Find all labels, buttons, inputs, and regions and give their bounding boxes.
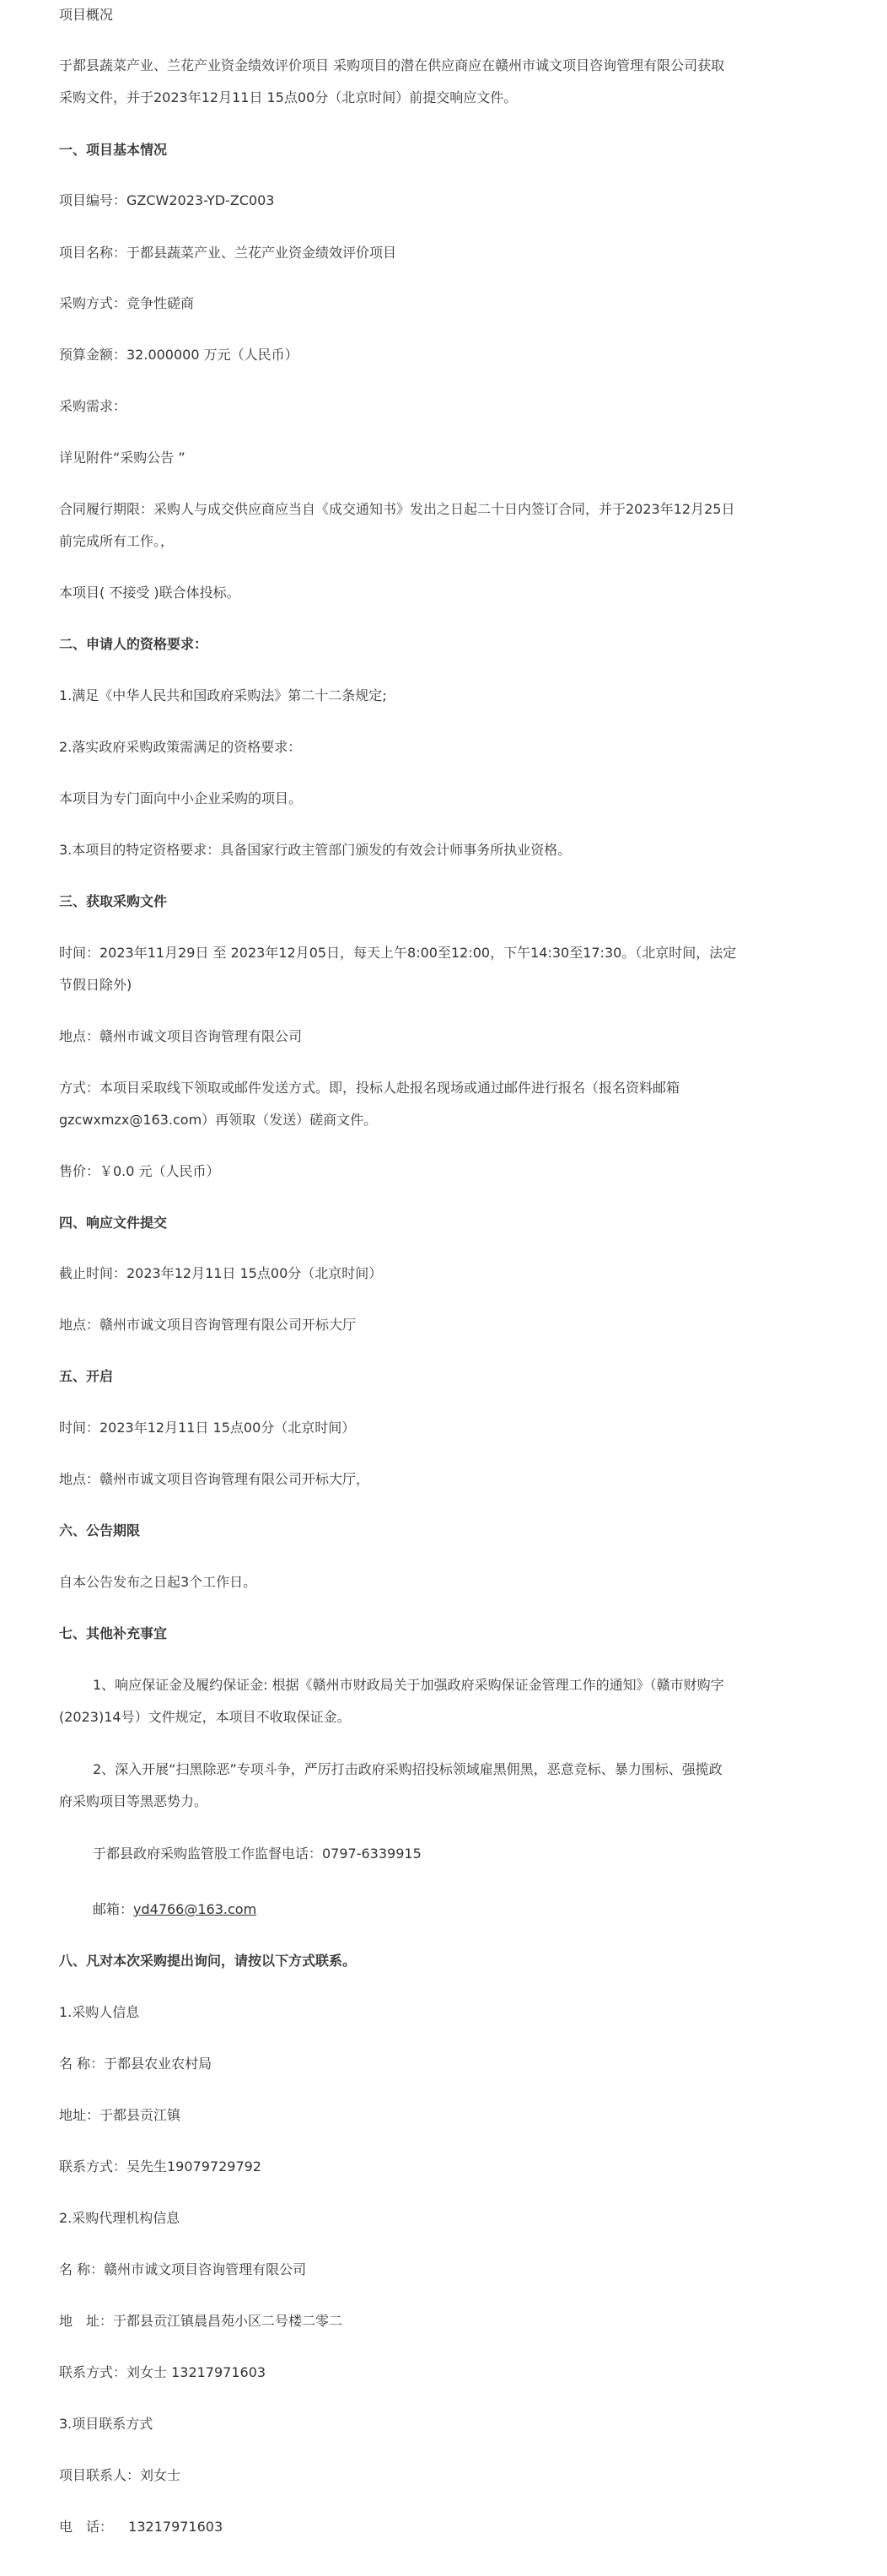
purchaser-contact: 联系方式：吴先生19079729792 — [59, 2158, 261, 2175]
contact-subtitle: 1.采购人信息 — [59, 2004, 140, 2020]
acquisition-mode: gzcwxmzx@163.com）再领取（发送）磋商文件。 — [59, 1112, 378, 1128]
section-heading: 六、公告期限 — [59, 1522, 141, 1539]
opening-time: 时间：2023年12月11日 15点00分（北京时间） — [59, 1420, 356, 1436]
supervision-phone: 于都县政府采购监管股工作监督电话：0797-6339915 — [93, 1846, 422, 1862]
email-link[interactable]: yd4766@163.com — [133, 1901, 257, 1917]
section-heading: 八、凡对本次采购提出询问，请按以下方式联系。 — [59, 1953, 357, 1969]
announcement-period: 自本公告发布之日起3个工作日。 — [59, 1574, 257, 1590]
project-contact-phone: 电 话： 13217971603 — [59, 2519, 223, 2535]
purchaser-address: 地址：于都县贡江镇 — [59, 2107, 181, 2123]
purchaser-name: 名 称：于都县农业农村局 — [59, 2056, 212, 2072]
opening-place: 地点：赣州市诚文项目咨询管理有限公司开标大厅， — [59, 1471, 370, 1487]
project-contact-person: 项目联系人：刘女士 — [59, 2467, 181, 2483]
sme-note: 本项目为专门面向中小企业采购的项目。 — [59, 790, 303, 806]
contact-subtitle: 3.项目联系方式 — [59, 2416, 153, 2432]
procurement-method: 采购方式：竞争性磋商 — [59, 295, 195, 311]
procurement-requirement: 采购需求： — [59, 398, 127, 414]
section-heading: 三、获取采购文件 — [59, 893, 168, 909]
agency-name: 名 称：赣州市诚文项目咨询管理有限公司 — [59, 2261, 307, 2277]
qualification-item: 3.本项目的特定资格要求：具备国家行政主管部门颁发的有效会计师事务所执业资格。 — [59, 842, 572, 858]
document-price: 售价：￥0.0 元（人民币） — [59, 1163, 220, 1179]
intro-text: 采购文件，并于2023年12月11日 15点00分（北京时间）前提交响应文件。 — [59, 89, 518, 105]
acquisition-place: 地点：赣州市诚文项目咨询管理有限公司 — [59, 1028, 303, 1044]
agency-address: 地 址：于都县贡江镇晨昌苑小区二号楼二零二 — [59, 2313, 343, 2329]
attachment-note: 详见附件“采购公告 ” — [59, 450, 185, 466]
consortium-note: 本项目( 不接受 )联合体投标。 — [59, 585, 240, 601]
section-heading: 七、其他补充事宜 — [59, 1625, 168, 1641]
supervision-email — [93, 1901, 853, 1918]
contact-subtitle: 2.采购代理机构信息 — [59, 2210, 180, 2226]
supplementary-item: 2、深入开展“扫黑除恶”专项斗争，严厉打击政府采购招投标领域雇黑佣黑，恶意竞标、暴力围标、强揽政 — [93, 1761, 723, 1777]
acquisition-time: 时间：2023年11月29日 至 2023年12月05日，每天上午8:00至12:00，下午14:30至17:30。（北京时间，法定 — [59, 945, 737, 961]
acquisition-mode: 方式：本项目采取线下领取或邮件发送方式。即，投标人赴报名现场或通过邮件进行报名（报名资料邮箱 — [59, 1080, 680, 1096]
email-label: 邮箱： — [93, 1901, 134, 1917]
supplementary-item: 府采购项目等黑恶势力。 — [59, 1793, 208, 1809]
contract-period: 合同履行期限：采购人与成交供应商应当自《成交通知书》发出之日起二十日内签订合同，并于2023年12月25日 — [59, 501, 735, 517]
acquisition-time: 节假日除外) — [59, 977, 132, 993]
supplementary-item: (2023)14号）文件规定，本项目不收取保证金。 — [59, 1709, 351, 1725]
page-title: 项目概况 — [59, 7, 114, 23]
budget-amount: 预算金额：32.000000 万元（人民币） — [59, 347, 298, 363]
section-heading: 一、项目基本情况 — [59, 142, 168, 158]
section-heading: 五、开启 — [59, 1368, 114, 1384]
supplementary-item: 1、响应保证金及履约保证金: 根据《赣州市财政局关于加强政府采购保证金管理工作的通知》（赣市财购字 — [93, 1677, 724, 1693]
contract-period: 前完成所有工作。， — [59, 533, 175, 549]
project-name: 项目名称：于都县蔬菜产业、兰花产业资金绩效评价项目 — [59, 245, 397, 261]
project-number: 项目编号：GZCW2023-YD-ZC003 — [59, 192, 275, 208]
intro-text: 于都县蔬菜产业、兰花产业资金绩效评价项目 采购项目的潜在供应商应在赣州市诚文项目咨询管理有限公司获取 — [59, 57, 725, 73]
agency-contact: 联系方式：刘女士 13217971603 — [59, 2364, 266, 2380]
qualification-item: 1.满足《中华人民共和国政府采购法》第二十二条规定; — [59, 687, 387, 703]
section-heading: 四、响应文件提交 — [59, 1215, 168, 1231]
submission-place: 地点：赣州市诚文项目咨询管理有限公司开标大厅 — [59, 1317, 357, 1333]
section-heading: 二、申请人的资格要求： — [59, 636, 208, 652]
qualification-item: 2.落实政府采购政策需满足的资格要求： — [59, 739, 302, 755]
submission-deadline: 截止时间：2023年12月11日 15点00分（北京时间） — [59, 1265, 383, 1281]
